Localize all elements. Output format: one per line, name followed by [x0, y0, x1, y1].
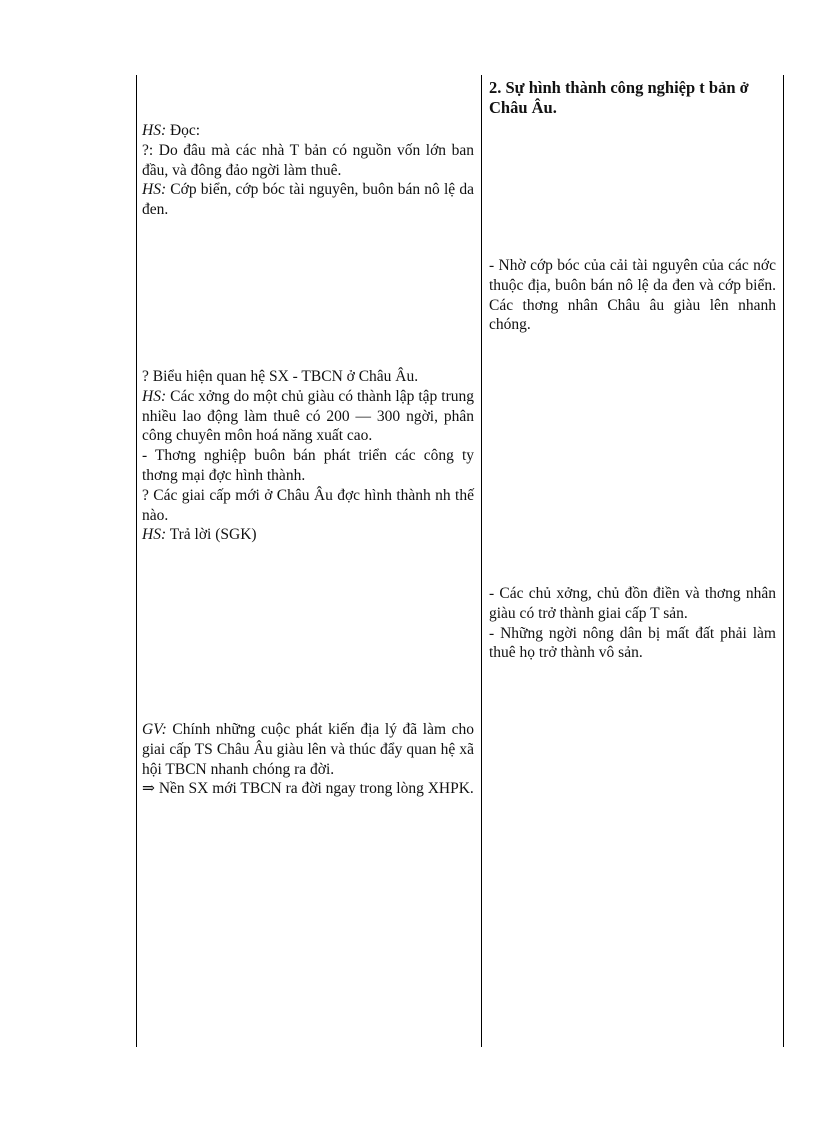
table-border-middle: [481, 75, 482, 1047]
conclusion-line: ⇒ Nền SX mới TBCN ra đời ngay trong lòng XHPK.: [142, 780, 474, 798]
hs-workshop-text: Các xởng do một chủ giàu có thành lập tập trung nhiều lao động làm thuê có 200 — 300 ngời, phân công chuyên môn hoá năng xuất cao.: [142, 387, 474, 445]
hs-label: HS:: [142, 122, 167, 139]
table-border-left: [136, 75, 137, 1047]
hs-read-line: [142, 121, 474, 141]
hs-workshop-line: [142, 387, 474, 446]
hs-reply-line: [142, 525, 474, 545]
hs-reply-text: Trả lời (SGK): [166, 526, 257, 544]
hs-answer-line: [142, 180, 474, 220]
gv-label: GV:: [142, 721, 167, 738]
section-heading: 2. Sự hình thành công nghiệp t bản ở Châu Âu.: [489, 78, 749, 117]
question-production-relations: ? Biểu hiện quan hệ SX - TBCN ở Châu Âu.: [142, 368, 419, 385]
left-block-3: [142, 720, 474, 799]
question-new-classes: ? Các giai cấp mới ở Châu Âu đợc hình thành nh thế nào.: [142, 486, 474, 524]
hs-answer-text: Cớp biển, cớp bóc tài nguyên, buôn bán nô lệ da đen.: [142, 181, 474, 219]
gv-summary-line: [142, 720, 474, 779]
left-block-2: [142, 367, 474, 545]
table-border-right: [783, 75, 784, 1047]
hs-label: HS:: [142, 387, 167, 405]
right-point-1: - Nhờ cớp bóc của cải tài nguyên của các nớc thuộc địa, buôn bán nô lệ da đen và cớp biển. Các thơng nhân Châu âu giàu lên nhanh chóng.: [489, 257, 776, 334]
question-capital-source: ?: Do đâu mà các nhà T bản có nguồn vốn lớn ban đầu, và đông đảo ngời làm thuê.: [142, 141, 474, 179]
right-point-3: - Những ngời nông dân bị mất đất phải làm thuê họ trở thành vô sản.: [489, 624, 776, 662]
gv-summary-text: Chính những cuộc phát kiến địa lý đã làm cho giai cấp TS Châu Âu giàu lên và thúc đẩy quan hệ xã hội TBCN nhanh chóng ra đời.: [142, 721, 474, 778]
hs-label: HS:: [142, 181, 167, 199]
right-point-2-3: [489, 584, 776, 663]
hs-label: HS:: [142, 526, 167, 544]
commerce-line: - Thơng nghiệp buôn bán phát triển các công ty thơng mại đợc hình thành.: [142, 447, 474, 484]
right-point-2: - Các chủ xởng, chủ đồn điền và thơng nhân giàu có trở thành giai cấp T sản.: [489, 585, 776, 622]
hs-read-text: Đọc:: [166, 122, 201, 139]
left-block-1: [142, 121, 474, 220]
